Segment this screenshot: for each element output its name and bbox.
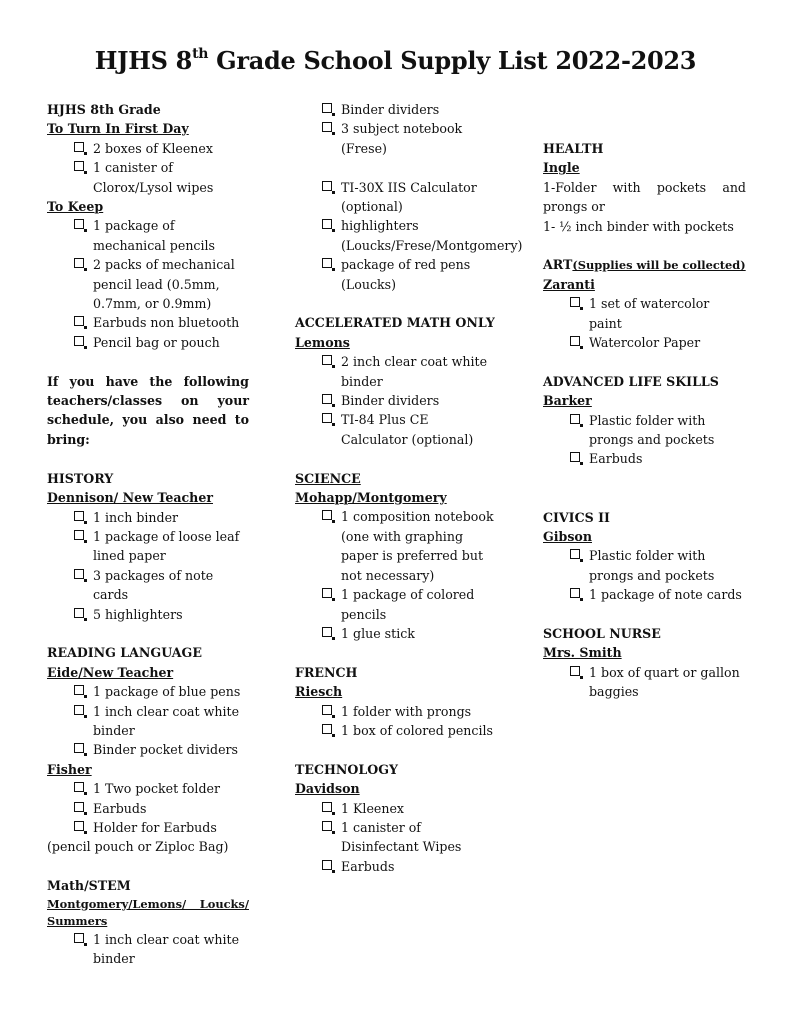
list-item: [295, 216, 523, 255]
list-item: [295, 702, 497, 721]
list-item: [543, 411, 746, 450]
reading-heading: READING LANGUAGE: [47, 645, 202, 661]
grade-heading: HJHS 8th Grade: [47, 102, 161, 117]
history-list: [47, 508, 249, 624]
checkbox-bullet-icon: [570, 336, 580, 346]
list-item: [47, 702, 249, 741]
tech-teacher: Davidson: [295, 781, 360, 797]
accel-heading: ACCELERATED MATH ONLY: [295, 315, 495, 331]
list-item: [47, 255, 249, 313]
fisher-list: [47, 779, 249, 837]
math-cont-list: [295, 100, 497, 158]
science-list: [295, 507, 497, 643]
art-heading: ART: [543, 257, 573, 273]
checkbox-bullet-icon: [322, 627, 332, 637]
list-item: [47, 527, 249, 566]
checkbox-bullet-icon: [74, 569, 84, 579]
list-item: [47, 508, 249, 527]
turn-in-heading: To Turn In First Day: [47, 121, 189, 137]
checkbox-bullet-icon: [74, 316, 84, 326]
list-item-text: 1 package of colored pencils: [341, 587, 475, 622]
list-item: [295, 119, 497, 158]
tech-list: [295, 799, 497, 877]
list-item: [295, 585, 497, 624]
list-item: [295, 178, 497, 217]
checkbox-bullet-icon: [74, 511, 84, 521]
list-item: [47, 566, 249, 605]
reading-teacher: Eide/New Teacher: [47, 664, 174, 680]
checkbox-bullet-icon: [570, 666, 580, 676]
list-item-text: 3 packages of note cards: [93, 567, 214, 603]
checkbox-bullet-icon: [322, 510, 332, 520]
list-item: [47, 779, 249, 798]
history-teacher: Dennison/ New Teacher: [47, 490, 213, 506]
accel-list: [295, 352, 497, 449]
column-left: [47, 100, 249, 968]
als-list: [543, 411, 746, 469]
checkbox-bullet-icon: [322, 802, 332, 812]
checkbox-bullet-icon: [322, 394, 332, 404]
list-item-text: 1 package of loose leaf lined paper: [93, 528, 240, 564]
fisher-extra: (pencil pouch or Ziploc Bag): [47, 839, 229, 855]
column-middle: [295, 100, 523, 876]
list-item-text: package of red pens (Loucks): [341, 257, 471, 292]
nurse-teacher: Mrs. Smith: [543, 645, 622, 661]
health-line-2: 1- ½ inch binder with pockets: [543, 218, 734, 234]
list-item: [543, 546, 746, 585]
list-item-text: 1 canister of Disinfectant Wipes: [341, 819, 462, 855]
art-heading-line: [543, 255, 746, 274]
checkbox-bullet-icon: [570, 588, 580, 598]
list-item-text: TI-30X IIS Calculator (optional): [341, 179, 477, 215]
list-item-text: Binder pocket dividers: [93, 742, 239, 758]
checkbox-bullet-icon: [570, 297, 580, 307]
list-item: [47, 333, 249, 352]
math-list: [47, 930, 249, 969]
checkbox-bullet-icon: [322, 724, 332, 734]
list-item-text: Earbuds non bluetooth: [93, 315, 240, 331]
art-teacher: Zaranti: [543, 276, 595, 292]
list-item: [543, 294, 746, 333]
list-item-text: 1 box of colored pencils: [341, 722, 493, 738]
checkbox-bullet-icon: [74, 219, 84, 229]
list-item-text: Pencil bag or pouch: [93, 334, 220, 350]
list-item-text: 3 subject notebook (Frese): [341, 121, 463, 156]
als-teacher: Barker: [543, 393, 592, 409]
civics-heading: CIVICS II: [543, 509, 610, 525]
als-heading: ADVANCED LIFE SKILLS: [543, 373, 719, 389]
list-item-text: 1 Kleenex: [341, 800, 405, 816]
checkbox-bullet-icon: [322, 821, 332, 831]
list-item-text: 5 highlighters: [93, 606, 183, 622]
turn-in-list: [47, 139, 249, 197]
list-item-text: 1 inch binder: [93, 509, 179, 525]
list-item: [47, 605, 249, 624]
checkbox-bullet-icon: [74, 161, 84, 171]
health-heading: HEALTH: [543, 141, 604, 156]
list-item-text: 1 set of watercolor paint: [589, 296, 710, 331]
list-item: [47, 799, 249, 818]
checkbox-bullet-icon: [74, 782, 84, 792]
checkbox-bullet-icon: [74, 802, 84, 812]
health-line-1: 1-Folder with pockets and prongs or: [543, 179, 746, 215]
french-list: [295, 702, 497, 741]
art-list: [543, 294, 746, 352]
list-item-text: 1 package of mechanical pencils: [93, 218, 215, 253]
list-item: [295, 624, 497, 643]
list-item-text: Watercolor Paper: [589, 335, 701, 351]
list-item: [543, 333, 746, 352]
list-item: [543, 449, 746, 468]
list-item-text: Plastic folder with prongs and pockets: [589, 548, 715, 583]
nurse-heading: SCHOOL NURSE: [543, 626, 661, 642]
checkbox-bullet-icon: [322, 355, 332, 365]
fisher-teacher: Fisher: [47, 761, 92, 777]
checkbox-bullet-icon: [322, 588, 332, 598]
list-item-text: Earbuds: [341, 858, 395, 874]
math-teacher: Montgomery/Lemons/ Loucks/ Summers: [47, 896, 249, 928]
checkbox-bullet-icon: [322, 413, 332, 423]
list-item: [295, 255, 497, 294]
list-item-text: Holder for Earbuds: [93, 819, 217, 835]
list-item: [295, 391, 497, 410]
list-item: [295, 721, 497, 740]
list-item-text: Plastic folder with prongs and pockets: [589, 412, 715, 448]
list-item: [295, 799, 497, 818]
list-item-text: highlighters (Loucks/Frese/Montgomery): [341, 218, 523, 253]
schedule-note: If you have the following teachers/classes on your schedule, you also need to bring:: [47, 373, 249, 447]
list-item-text: 2 inch clear coat white binder: [341, 354, 488, 389]
art-note: (Supplies will be collected): [572, 258, 746, 273]
checkbox-bullet-icon: [74, 530, 84, 540]
checkbox-bullet-icon: [74, 933, 84, 943]
keep-heading: To Keep: [47, 199, 104, 215]
accel-teacher: Lemons: [295, 334, 350, 350]
checkbox-bullet-icon: [74, 743, 84, 753]
list-item-text: 1 Two pocket folder: [93, 781, 220, 797]
list-item: [47, 158, 249, 197]
list-item-text: 1 box of quart or gallon baggies: [589, 664, 740, 700]
civics-list: [543, 546, 746, 604]
list-item: [543, 585, 746, 604]
list-item-text: 2 packs of mechanical pencil lead (0.5mm, 0.7mm, or 0.9mm): [93, 257, 235, 312]
list-item-text: 2 boxes of Kleenex: [93, 140, 213, 156]
checkbox-bullet-icon: [74, 258, 84, 268]
checkbox-bullet-icon: [74, 821, 84, 831]
math-heading: Math/STEM: [47, 878, 131, 894]
math-cont-list-2: [295, 178, 523, 294]
list-item: [543, 663, 746, 702]
nurse-list: [543, 663, 746, 702]
science-teacher: Mohapp/Montgomery: [295, 490, 447, 506]
reading-list: [47, 682, 249, 760]
checkbox-bullet-icon: [322, 103, 332, 113]
list-item: [295, 410, 497, 449]
list-item: [295, 857, 497, 876]
column-right: [543, 139, 746, 702]
list-item: [47, 930, 249, 969]
checkbox-bullet-icon: [74, 142, 84, 152]
checkbox-bullet-icon: [74, 336, 84, 346]
list-item: [47, 139, 249, 158]
checkbox-bullet-icon: [570, 414, 580, 424]
list-item: [47, 216, 249, 255]
checkbox-bullet-icon: [570, 549, 580, 559]
checkbox-bullet-icon: [74, 608, 84, 618]
list-item: [47, 682, 249, 701]
list-item-text: 1 inch clear coat white binder: [93, 931, 240, 966]
list-item-text: 1 inch clear coat white binder: [93, 703, 240, 738]
page-title: HJHS 8th Grade School Supply List 2022-2023: [94, 46, 697, 75]
list-item: [47, 313, 249, 332]
list-item-text: 1 package of note cards: [589, 587, 742, 603]
list-item-text: 1 folder with prongs: [341, 703, 472, 719]
list-item-text: Earbuds: [589, 451, 643, 467]
french-teacher: Riesch: [295, 684, 343, 700]
list-item-text: 1 canister of Clorox/Lysol wipes: [93, 160, 214, 195]
checkbox-bullet-icon: [74, 705, 84, 715]
list-item: [47, 740, 249, 759]
checkbox-bullet-icon: [74, 685, 84, 695]
checkbox-bullet-icon: [322, 122, 332, 132]
list-item-text: Earbuds: [93, 800, 147, 816]
checkbox-bullet-icon: [322, 860, 332, 870]
history-heading: HISTORY: [47, 470, 114, 486]
keep-list: [47, 216, 249, 352]
tech-heading: TECHNOLOGY: [295, 761, 398, 777]
list-item: [295, 818, 497, 857]
list-item: [47, 818, 249, 837]
civics-teacher: Gibson: [543, 529, 592, 545]
french-heading: FRENCH: [295, 664, 358, 680]
list-item-text: 1 composition notebook (one with graphing paper is preferred but not necessary): [341, 509, 494, 583]
list-item-text: TI-84 Plus CE Calculator (optional): [341, 412, 474, 447]
list-item-text: Binder dividers: [341, 102, 440, 117]
checkbox-bullet-icon: [322, 705, 332, 715]
list-item-text: Binder dividers: [341, 393, 440, 409]
checkbox-bullet-icon: [322, 258, 332, 268]
health-teacher: Ingle: [543, 160, 580, 176]
list-item: [295, 507, 497, 585]
checkbox-bullet-icon: [322, 219, 332, 229]
checkbox-bullet-icon: [570, 452, 580, 462]
list-item: [295, 352, 497, 391]
checkbox-bullet-icon: [322, 181, 332, 191]
list-item-text: 1 package of blue pens: [93, 684, 241, 700]
list-item-text: 1 glue stick: [341, 625, 415, 641]
science-heading: SCIENCE: [295, 470, 361, 486]
list-item: [295, 100, 497, 119]
